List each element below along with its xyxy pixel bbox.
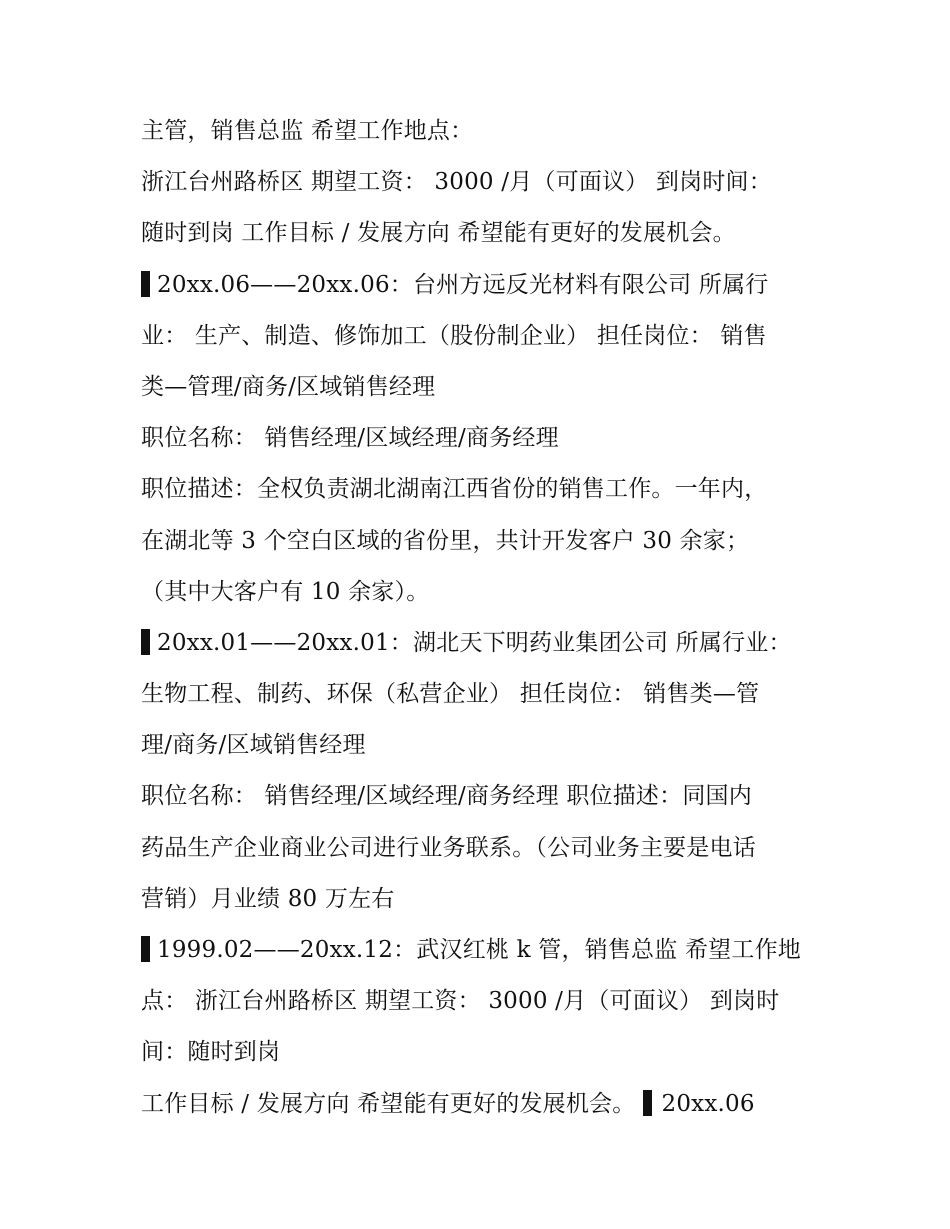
text-line	[141, 413, 821, 464]
text-line	[141, 106, 821, 157]
text-line	[141, 464, 821, 515]
line-text: 随时到岗 工作目标 / 发展方向 希望能有更好的发展机会。	[141, 220, 736, 247]
resume-text-block	[141, 106, 821, 1130]
text-line	[141, 771, 821, 822]
line-text: 类—管理/商务/区域销售经理	[141, 373, 436, 400]
text-line	[141, 208, 821, 259]
line-text: 理/商务/区域销售经理	[141, 732, 366, 759]
line-text: 20xx.01——20xx.01：湖北天下明药业集团公司 所属行业：	[157, 629, 792, 656]
text-line	[141, 516, 821, 567]
bullet-marker-icon	[643, 1090, 652, 1116]
text-line	[141, 157, 821, 208]
line-text: 业： 生产、制造、修饰加工（股份制企业） 担任岗位： 销售	[141, 322, 767, 349]
text-line	[141, 874, 821, 925]
line-text: 工作目标 / 发展方向 希望能有更好的发展机会。	[141, 1090, 636, 1117]
text-line	[141, 362, 821, 413]
trailing-text: 20xx.06	[661, 1090, 755, 1117]
line-text: 浙江台州路桥区 期望工资： 3000 /月（可面议） 到岗时间：	[141, 169, 772, 196]
line-text: 20xx.06——20xx.06：台州方远反光材料有限公司 所属行	[157, 271, 769, 298]
line-text: 营销）月业绩 80 万左右	[141, 885, 395, 912]
line-text: 主管，销售总监 希望工作地点：	[141, 118, 474, 144]
bullet-marker-icon	[141, 629, 150, 655]
line-text: 点： 浙江台州路桥区 期望工资： 3000 /月（可面议） 到岗时	[141, 988, 780, 1015]
line-text: 生物工程、制药、环保（私营企业） 担任岗位： 销售类—管	[141, 681, 760, 708]
text-line	[141, 976, 821, 1027]
text-line	[141, 925, 821, 976]
text-line	[141, 618, 821, 669]
line-text: 职位描述：全权负责湖北湖南江西省份的销售工作。一年内，	[141, 476, 768, 503]
line-text: 1999.02——20xx.12：武汉红桃 k 管，销售总监 希望工作地	[157, 937, 801, 963]
text-line	[141, 260, 821, 311]
text-line	[141, 1027, 821, 1078]
text-line	[141, 823, 821, 874]
line-text: 职位名称： 销售经理/区域经理/商务经理 职位描述：同国内	[141, 783, 752, 810]
text-line	[141, 720, 821, 771]
line-text: 药品生产企业商业公司进行业务联系。（公司业务主要是电话	[141, 834, 756, 861]
text-line	[141, 567, 821, 618]
line-text: （其中大客户有 10 余家）。	[141, 578, 430, 605]
text-line	[141, 1079, 821, 1130]
text-line	[141, 311, 821, 362]
text-line	[141, 669, 821, 720]
bullet-marker-icon	[141, 936, 150, 962]
line-text: 职位名称： 销售经理/区域经理/商务经理	[141, 425, 559, 452]
bullet-marker-icon	[141, 271, 150, 297]
line-text: 间：随时到岗	[141, 1039, 281, 1066]
line-text: 在湖北等 3 个空白区域的省份里，共计开发客户 30 余家；	[141, 527, 750, 554]
